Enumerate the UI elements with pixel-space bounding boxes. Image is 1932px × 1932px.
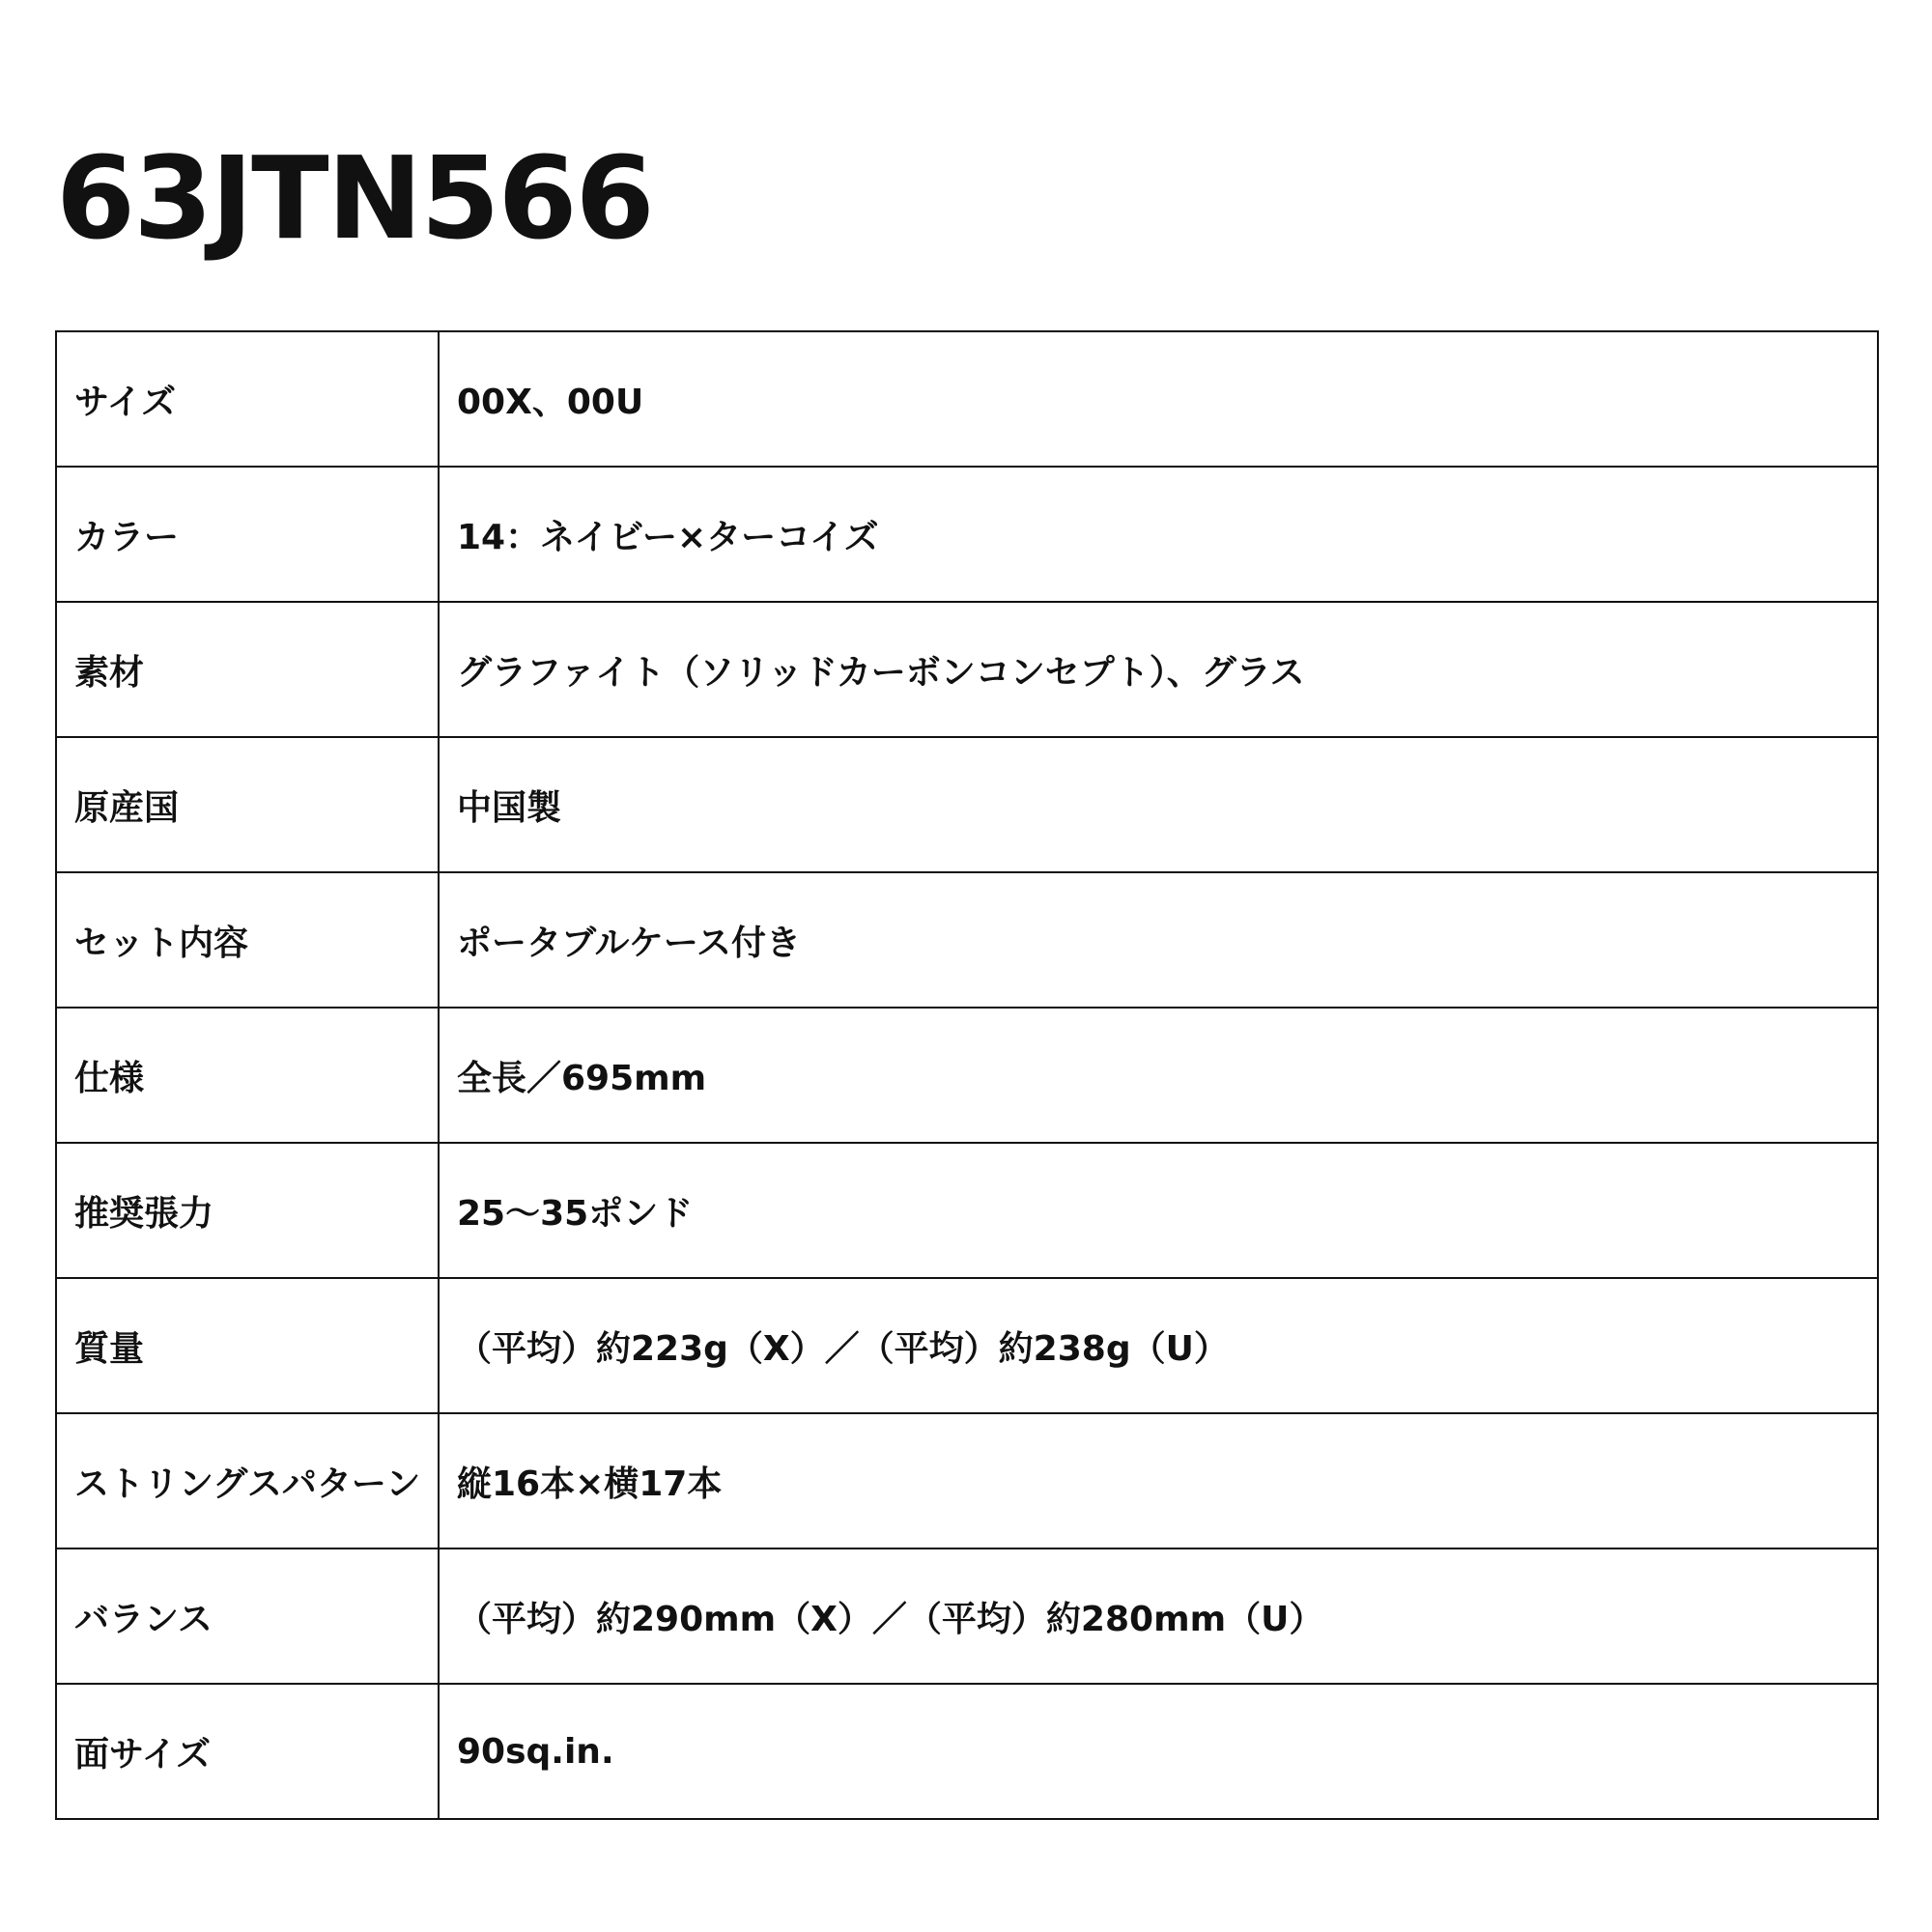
spec-label: 原産国 — [56, 737, 439, 872]
spec-value: 全長／695mm — [439, 1008, 1878, 1143]
product-code-title: 63JTN566 — [56, 131, 653, 265]
spec-label: バランス — [56, 1548, 439, 1684]
spec-label: 素材 — [56, 602, 439, 737]
spec-row-tension — [56, 1143, 1878, 1278]
spec-value: 00X、00U — [439, 331, 1878, 467]
spec-row-string-pattern — [56, 1413, 1878, 1548]
spec-row-balance — [56, 1548, 1878, 1684]
spec-value: ポータブルケース付き — [439, 872, 1878, 1008]
spec-row-origin — [56, 737, 1878, 872]
spec-label: カラー — [56, 467, 439, 602]
spec-value: グラファイト（ソリッドカーボンコンセプト）、グラス — [439, 602, 1878, 737]
spec-table — [55, 330, 1879, 1820]
spec-row-size — [56, 331, 1878, 467]
spec-row-contents — [56, 872, 1878, 1008]
spec-value: 縦16本×横17本 — [439, 1413, 1878, 1548]
spec-value: 25〜35ポンド — [439, 1143, 1878, 1278]
spec-value: （平均）約223g（X）／（平均）約238g（U） — [439, 1278, 1878, 1413]
spec-value: 90sq.in. — [439, 1684, 1878, 1819]
spec-label: 質量 — [56, 1278, 439, 1413]
spec-label: 仕様 — [56, 1008, 439, 1143]
spec-row-color — [56, 467, 1878, 602]
spec-label: ストリングスパターン — [56, 1413, 439, 1548]
spec-value: 14：ネイビー×ターコイズ — [439, 467, 1878, 602]
spec-label: 面サイズ — [56, 1684, 439, 1819]
spec-label: サイズ — [56, 331, 439, 467]
spec-value: 中国製 — [439, 737, 1878, 872]
spec-row-material — [56, 602, 1878, 737]
spec-row-weight — [56, 1278, 1878, 1413]
spec-row-specification — [56, 1008, 1878, 1143]
spec-label: セット内容 — [56, 872, 439, 1008]
spec-row-head-size — [56, 1684, 1878, 1819]
spec-value: （平均）約290mm（X）／（平均）約280mm（U） — [439, 1548, 1878, 1684]
spec-label: 推奨張力 — [56, 1143, 439, 1278]
